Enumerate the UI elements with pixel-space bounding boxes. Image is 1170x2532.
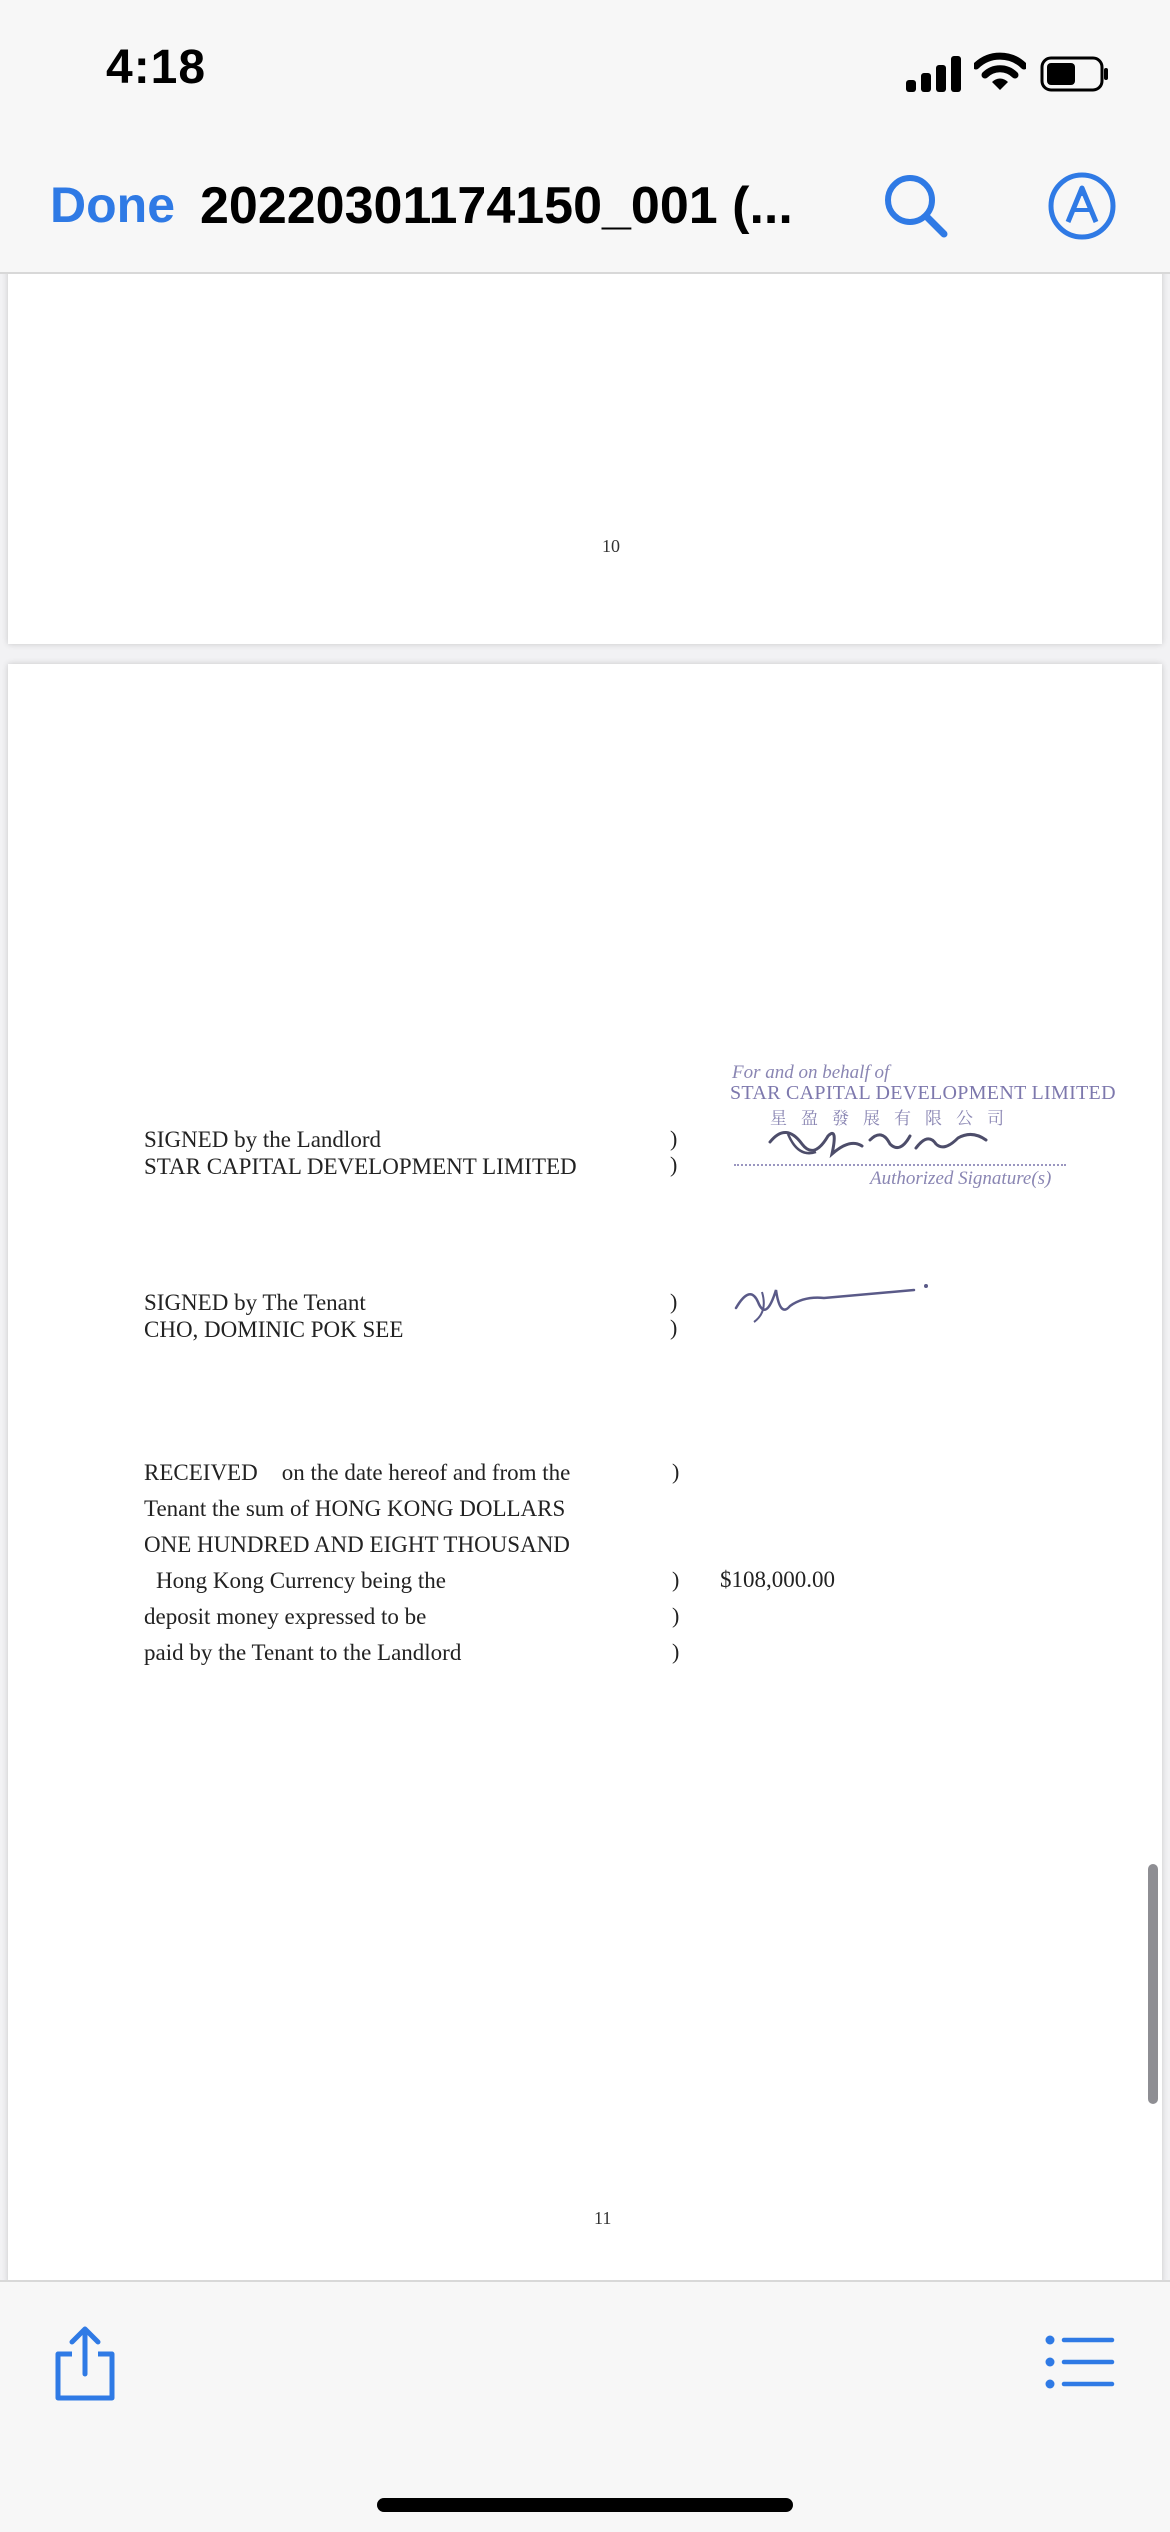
page-number: 11 [594,2208,612,2228]
share-icon[interactable] [50,2324,120,2404]
markup-icon[interactable] [1046,170,1118,242]
deposit-amount: $108,000.00 [720,1567,835,1592]
nav-bar [0,140,1170,274]
document-page-11 [8,664,1162,2280]
paren: ) [672,1459,680,1484]
paren: ) [670,1152,678,1177]
status-time: 4:18 [106,41,207,94]
home-indicator[interactable] [377,2498,793,2512]
paren: ) [670,1289,678,1314]
battery-icon [1040,56,1110,92]
landlord-signed-line: SIGNED by the Landlord [144,1127,381,1152]
paren: ) [672,1603,680,1628]
document-viewport[interactable] [0,274,1170,2280]
received-word: RECEIVED [144,1460,258,1485]
received-text: on the date hereof and from the [281,1460,571,1485]
receipt-line-2: Tenant the sum of HONG KONG DOLLARS [144,1496,566,1521]
document-page-10 [8,274,1162,644]
paren: ) [672,1639,680,1664]
status-bar [0,0,1170,140]
signature-line [734,1164,1066,1166]
receipt-line-3: ONE HUNDRED AND EIGHT THOUSAND [144,1532,570,1557]
paren: ) [670,1315,678,1340]
receipt-line-4: Hong Kong Currency being the [156,1568,446,1593]
stamp-company-name: STAR CAPITAL DEVELOPMENT LIMITED [730,1082,1116,1104]
done-button[interactable]: Done [50,177,175,233]
list-icon[interactable] [1044,2334,1116,2390]
page-number: 10 [602,536,620,556]
stamp-on-behalf: For and on behalf of [732,1062,890,1083]
tenant-signature [728,1272,938,1332]
paren: ) [672,1567,680,1592]
stamp-chinese-name: 星盈發展有限公司 [770,1109,1018,1128]
receipt-line-1 [144,1459,570,1486]
scrollbar[interactable] [1148,1864,1158,2104]
signal-icon [906,54,962,92]
tenant-signed-line: SIGNED by The Tenant [144,1290,366,1315]
paren: ) [670,1126,678,1151]
bottom-toolbar [0,2280,1170,2532]
search-icon[interactable] [880,170,952,242]
receipt-line-6: paid by the Tenant to the Landlord [144,1640,462,1665]
receipt-line-5: deposit money expressed to be [144,1604,427,1629]
tenant-name: CHO, DOMINIC POK SEE [144,1317,404,1342]
wifi-icon [974,52,1026,92]
document-title: 20220301174150_001 (... [200,177,793,235]
landlord-name: STAR CAPITAL DEVELOPMENT LIMITED [144,1154,577,1179]
stamp-authorized: Authorized Signature(s) [870,1168,1052,1189]
